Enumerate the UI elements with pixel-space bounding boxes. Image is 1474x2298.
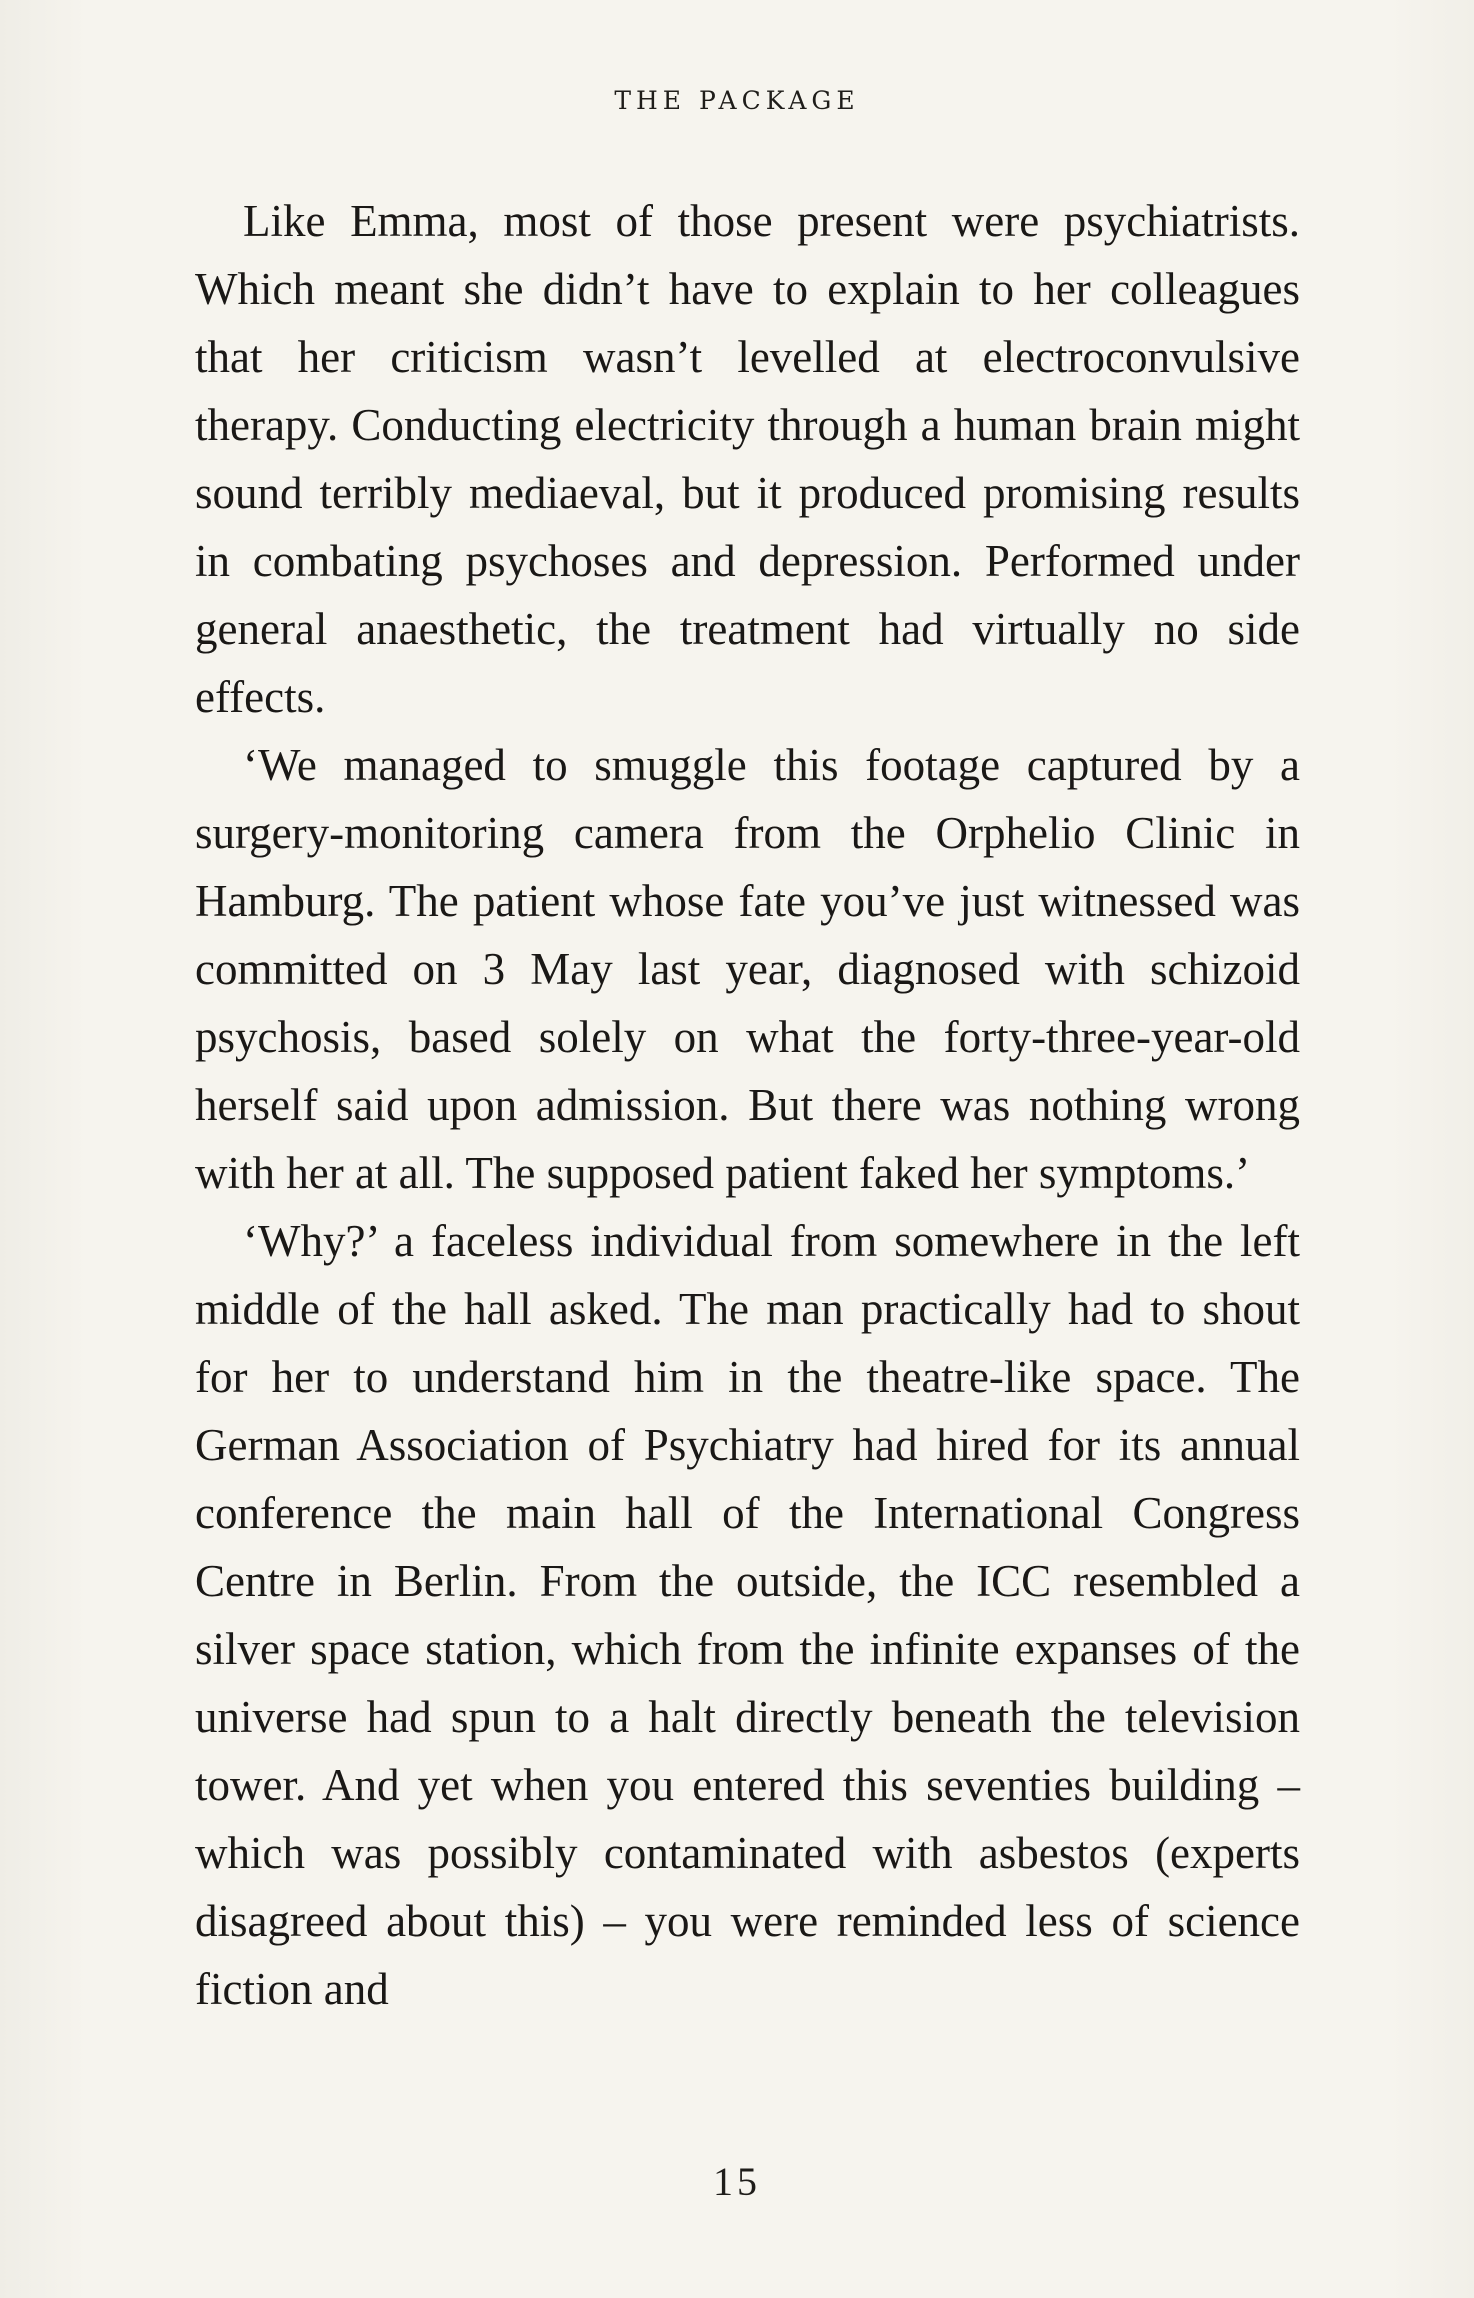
body-text (195, 187, 1300, 2023)
paragraph-3: ‘Why?’ a faceless individual from somewhere in the left middle of the hall asked. The man practically had to shout for her to understand him in the theatre-like space. The German Association of Psychiatry had hired for its annual conference the main hall of the International Congress Centre in Berlin. From the outside, the ICC resembled a silver space station, which from the infinite expanses of the universe had spun to a halt directly beneath the television tower. And yet when you entered this seventies building – which was possibly contaminated with asbestos (experts disagreed about this) – you were reminded less of science fiction and (195, 1216, 1300, 2014)
paragraph-1: Like Emma, most of those present were psychiatrists. Which meant she didn’t have to explain to her colleagues that her criticism wasn’t levelled at electroconvulsive therapy. Conducting electricity through a human brain might sound terribly mediaeval, but it produced promising results in combating psychoses and depression. Performed under general anaesthetic, the treatment had virtually no side effects. (195, 196, 1300, 722)
running-head: THE PACKAGE (614, 86, 860, 115)
page-number: 15 (713, 2159, 761, 2204)
paragraph-2: ‘We managed to smuggle this footage captured by a surgery-monitoring camera from the Orphelio Clinic in Hamburg. The patient whose fate you’ve just witnessed was committed on 3 May last year, diagnosed with schizoid psychosis, based solely on what the forty-three-year-old herself said upon admission. But there was nothing wrong with her at all. The supposed patient faked her symptoms.’ (195, 740, 1300, 1198)
